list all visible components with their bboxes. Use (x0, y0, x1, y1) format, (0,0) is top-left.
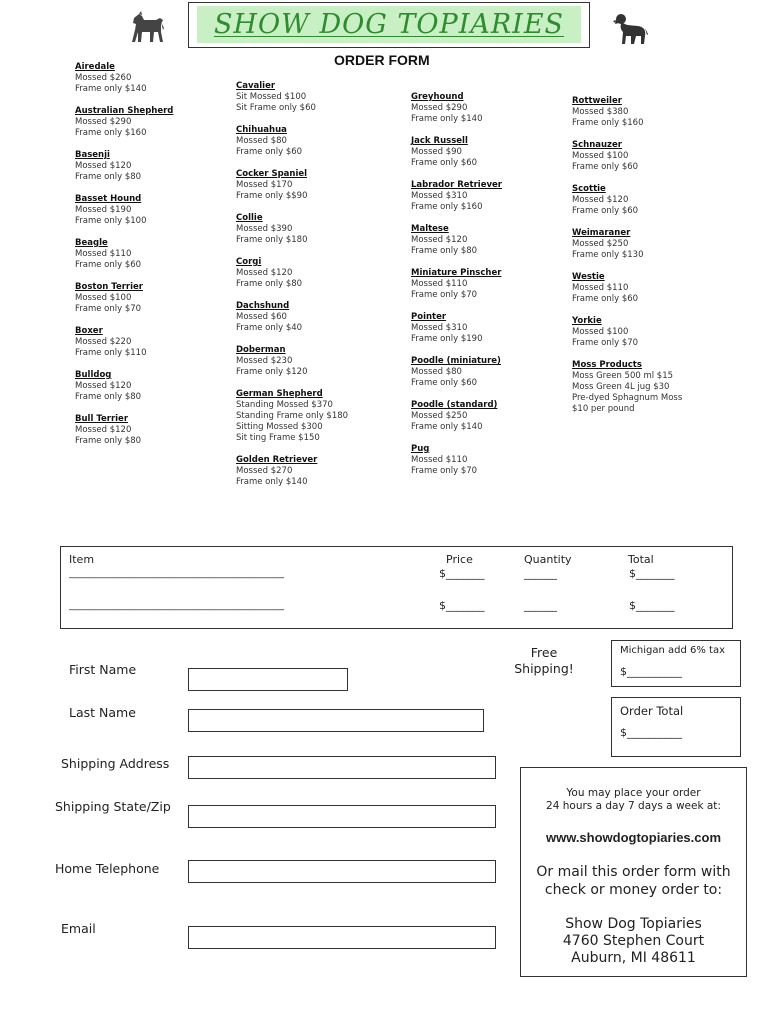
breed-price-line: Mossed $60 (236, 312, 287, 322)
breed-name: Collie (236, 213, 263, 223)
breed-name: Scottie (572, 184, 606, 194)
breed-entry (411, 444, 502, 477)
quantity-blank-1[interactable]: ______ (524, 567, 557, 580)
breed-price-line: Frame only $80 (75, 392, 142, 402)
breed-entry (75, 106, 173, 139)
price-blank-1[interactable]: $_______ (439, 567, 485, 580)
breed-name: Bulldog (75, 370, 112, 380)
breed-price-line: Frame only $70 (411, 466, 478, 476)
breed-price-line: Mossed $120 (75, 161, 132, 171)
breed-price-line: Mossed $170 (236, 180, 293, 190)
breed-price-line: Mossed $190 (75, 205, 132, 215)
breed-entry (236, 213, 348, 246)
breed-name: Golden Retriever (236, 455, 318, 465)
first-name-label: First Name (69, 662, 137, 677)
breed-entry (236, 81, 348, 114)
terrier-dog-icon (130, 10, 166, 44)
breed-price-line: Pre-dyed Sphagnum Moss (572, 393, 683, 403)
tax-box (611, 640, 741, 687)
breed-price-line: Frame only $100 (75, 216, 147, 226)
breed-entry (236, 301, 348, 334)
item-header: Item (69, 553, 95, 566)
breed-name: Australian Shepherd (75, 106, 174, 116)
breed-price-line: Frame only $60 (236, 147, 303, 157)
breed-price-line: Mossed $120 (236, 268, 293, 278)
breed-price-line: Frame only $70 (572, 338, 639, 348)
price-blank-2[interactable]: $_______ (439, 599, 485, 612)
breed-price-line: Frame only $60 (75, 260, 142, 270)
breed-price-line: Frame only $70 (75, 304, 142, 314)
breed-price-line: Frame only $$90 (236, 191, 308, 201)
breed-price-line: Mossed $110 (411, 279, 468, 289)
breed-price-line: Mossed $100 (75, 293, 132, 303)
breed-entry (572, 272, 682, 305)
order-total-box (611, 697, 741, 757)
breed-price-line: Mossed $250 (411, 411, 468, 421)
website-link[interactable]: www.showdogtopiaries.com (545, 830, 722, 845)
total-blank-1[interactable]: $_______ (629, 567, 675, 580)
breed-price-line: Frame only $110 (75, 348, 147, 358)
breed-name: Cavalier (236, 81, 276, 91)
breed-price-line: Frame only $140 (411, 422, 483, 432)
breed-price-line: Frame only $80 (75, 436, 142, 446)
breed-price-line: Standing Mossed $370 (236, 400, 333, 410)
shipping-state-zip-field[interactable] (188, 805, 496, 828)
breed-price-line: Mossed $220 (75, 337, 132, 347)
breed-price-line: Mossed $270 (236, 466, 293, 476)
breed-price-line: Mossed $290 (411, 103, 468, 113)
breed-name: Dachshund (236, 301, 290, 311)
breed-price-line: Frame only $160 (572, 118, 644, 128)
breed-entry (572, 140, 682, 173)
breed-name: Pointer (411, 312, 447, 322)
breed-price-line: Mossed $290 (75, 117, 132, 127)
breed-entry (572, 316, 682, 349)
ordering-info-box (520, 767, 747, 977)
breed-name: Basset Hound (75, 194, 142, 204)
breed-price-line: Mossed $310 (411, 191, 468, 201)
site-title: SHOW DOG TOPIARIES (213, 9, 565, 40)
breed-price-line: Frame only $140 (411, 114, 483, 124)
breed-price-line: Frame only $190 (411, 334, 483, 344)
address-line-2: 4760 Stephen Court (562, 933, 705, 949)
home-telephone-label: Home Telephone (55, 861, 160, 876)
breed-name: Airedale (75, 62, 115, 72)
breed-price-line: Standing Frame only $180 (236, 411, 349, 421)
breed-price-line: Frame only $160 (75, 128, 147, 138)
breed-entry (411, 136, 502, 169)
home-telephone-field[interactable] (188, 860, 496, 883)
free-shipping-note: Free Shipping! (514, 645, 574, 676)
breed-price-line: Frame only $60 (572, 206, 639, 216)
last-name-label: Last Name (69, 705, 136, 720)
breed-price-line: Mossed $110 (411, 455, 468, 465)
breed-name: Beagle (75, 238, 108, 248)
breed-entry (75, 150, 173, 183)
item-blank-2[interactable]: ___________________________________________ (69, 600, 284, 611)
breed-entry (236, 345, 348, 378)
breed-entry (572, 360, 682, 415)
breed-price-line: Mossed $110 (572, 283, 629, 293)
total-blank-2[interactable]: $_______ (629, 599, 675, 612)
retriever-dog-icon (612, 12, 648, 46)
breed-entry (411, 356, 502, 389)
breed-price-line: Frame only $140 (236, 477, 308, 487)
breed-price-line: Frame only $80 (236, 279, 303, 289)
breed-price-line: Frame only $140 (75, 84, 147, 94)
breed-price-line: Frame only $120 (236, 367, 308, 377)
order-items-box (60, 546, 733, 629)
breed-entry (236, 125, 348, 158)
breed-price-line: Mossed $260 (75, 73, 132, 83)
breed-name: Chihuahua (236, 125, 287, 135)
breed-name: Boxer (75, 326, 103, 336)
address-line-3: Auburn, MI 48611 (571, 950, 696, 966)
breed-name: Miniature Pinscher (411, 268, 502, 278)
last-name-field[interactable] (188, 709, 484, 732)
mail-line-2: check or money order to: (544, 882, 723, 898)
breed-entry (75, 370, 173, 403)
breed-price-line: Frame only $70 (411, 290, 478, 300)
tax-label: Michigan add 6% tax (620, 645, 726, 656)
breed-entry (75, 326, 173, 359)
quantity-blank-2[interactable]: ______ (524, 599, 557, 612)
breed-column-1 (75, 62, 173, 458)
breed-entry (411, 268, 502, 301)
breed-price-line: Sit ting Frame $150 (236, 433, 320, 443)
breed-price-line: Frame only $130 (572, 250, 644, 260)
breed-price-line: $10 per pound (572, 404, 635, 414)
breed-name: Moss Products (572, 360, 642, 370)
breed-price-line: Mossed $120 (572, 195, 629, 205)
breed-price-line: Frame only $60 (572, 294, 639, 304)
breed-entry (572, 184, 682, 217)
breed-price-line: Frame only $60 (411, 378, 478, 388)
breed-entry (411, 400, 502, 433)
breed-entry (75, 238, 173, 271)
breed-name: Westie (572, 272, 605, 282)
breed-price-line: Mossed $110 (75, 249, 132, 259)
breed-name: Maltese (411, 224, 449, 234)
breed-entry (411, 312, 502, 345)
breed-price-line: Mossed $120 (75, 381, 132, 391)
breed-price-line: Frame only $80 (75, 172, 142, 182)
breed-entry (236, 455, 348, 488)
breed-name: Basenji (75, 150, 110, 160)
breed-name: German Shepherd (236, 389, 323, 399)
shipping-address-label: Shipping Address (61, 756, 170, 771)
address-line-1: Show Dog Topiaries (565, 916, 702, 932)
breed-name: Yorkie (572, 316, 602, 326)
breed-price-line: Frame only $60 (411, 158, 478, 168)
breed-name: Boston Terrier (75, 282, 143, 292)
quantity-header: Quantity (524, 553, 572, 566)
breed-price-line: Mossed $250 (572, 239, 629, 249)
first-name-field[interactable] (188, 668, 348, 691)
breed-price-line: Mossed $80 (411, 367, 462, 377)
breed-price-line: Frame only $160 (411, 202, 483, 212)
breed-column-2 (236, 81, 348, 499)
breed-name: Bull Terrier (75, 414, 129, 424)
email-label: Email (61, 921, 96, 936)
breed-price-line: Mossed $380 (572, 107, 629, 117)
breed-price-line: Moss Green 500 ml $15 (572, 371, 674, 381)
breed-entry (236, 389, 348, 444)
order-total-blank[interactable]: $__________ (620, 726, 682, 739)
breed-entry (411, 92, 502, 125)
breed-price-line: Mossed $120 (75, 425, 132, 435)
price-header: Price (446, 553, 473, 566)
title-banner (188, 2, 590, 48)
breed-price-line: Mossed $390 (236, 224, 293, 234)
breed-entry (572, 96, 682, 129)
breed-price-line: Frame only $180 (236, 235, 308, 245)
breed-name: Doberman (236, 345, 286, 355)
info-line-2: 24 hours a day 7 days a week at: (546, 800, 721, 812)
breed-name: Labrador Retriever (411, 180, 502, 190)
breed-entry (572, 228, 682, 261)
breed-column-4 (572, 96, 682, 426)
breed-name: Schnauzer (572, 140, 622, 150)
order-total-label: Order Total (620, 704, 684, 718)
breed-price-line: Mossed $230 (236, 356, 293, 366)
breed-name: Greyhound (411, 92, 464, 102)
breed-price-line: Frame only $80 (411, 246, 478, 256)
breed-name: Rottweiler (572, 96, 622, 106)
breed-price-line: Sit Frame only $60 (236, 103, 316, 113)
breed-entry (236, 257, 348, 290)
breed-name: Pug (411, 444, 430, 454)
item-blank-1[interactable]: ___________________________________________ (69, 568, 284, 579)
email-field[interactable] (188, 926, 496, 949)
breed-price-line: Mossed $100 (572, 327, 629, 337)
breed-entry (411, 224, 502, 257)
breed-name: Cocker Spaniel (236, 169, 308, 179)
breed-entry (411, 180, 502, 213)
breed-price-line: Sit Mossed $100 (236, 92, 307, 102)
breed-price-line: Mossed $310 (411, 323, 468, 333)
tax-blank[interactable]: $__________ (620, 665, 682, 678)
breed-price-line: Frame only $40 (236, 323, 303, 333)
breed-entry (75, 414, 173, 447)
breed-price-line: Mossed $100 (572, 151, 629, 161)
breed-price-line: Frame only $60 (572, 162, 639, 172)
breed-entry (75, 194, 173, 227)
info-line-1: You may place your order (566, 787, 701, 799)
order-form-heading: ORDER FORM (334, 52, 430, 68)
breed-entry (75, 282, 173, 315)
shipping-state-zip-label: Shipping State/Zip (55, 799, 171, 814)
breed-name: Corgi (236, 257, 262, 267)
breed-price-line: Mossed $80 (236, 136, 287, 146)
breed-name: Poodle (standard) (411, 400, 498, 410)
breed-entry (236, 169, 348, 202)
mail-line-1: Or mail this order form with (536, 864, 731, 880)
breed-price-line: Mossed $120 (411, 235, 468, 245)
breed-price-line: Moss Green 4L jug $30 (572, 382, 670, 392)
breed-name: Jack Russell (411, 136, 468, 146)
breed-column-3 (411, 92, 502, 488)
shipping-address-field[interactable] (188, 756, 496, 779)
breed-price-line: Sitting Mossed $300 (236, 422, 323, 432)
breed-price-line: Mossed $90 (411, 147, 462, 157)
breed-entry (75, 62, 173, 95)
breed-name: Weimaraner (572, 228, 631, 238)
breed-name: Poodle (miniature) (411, 356, 501, 366)
total-header: Total (628, 553, 654, 566)
